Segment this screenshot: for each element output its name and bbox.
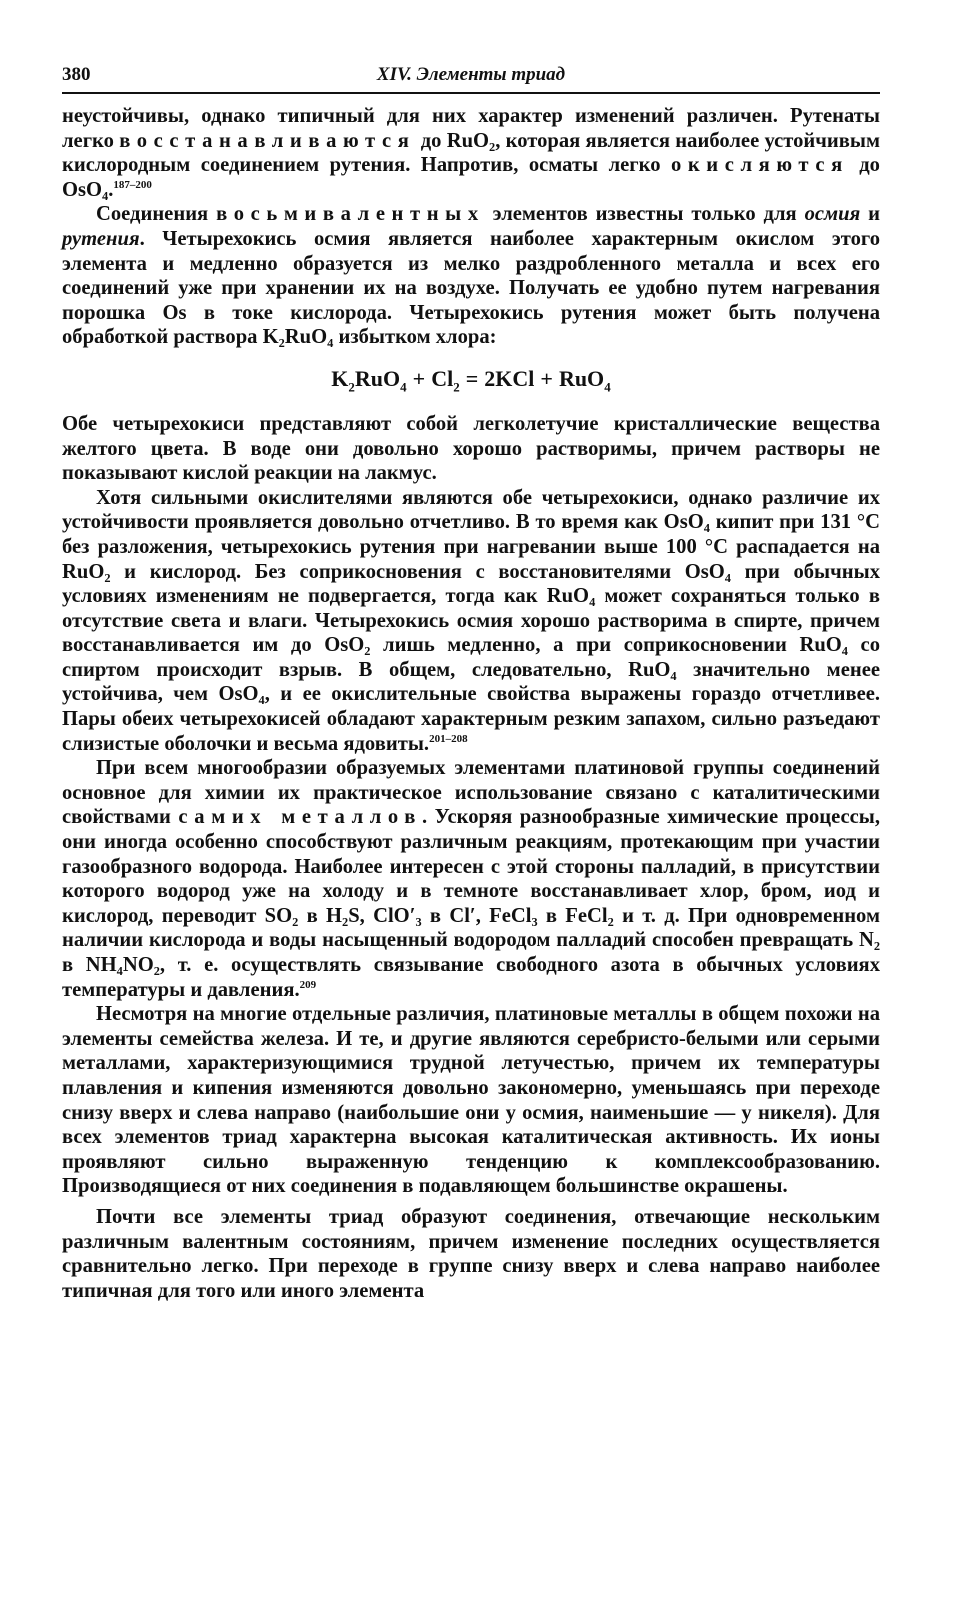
reference-209: 209 <box>299 978 317 991</box>
paragraph-3: Обе четырехокиси представляют собой легколетучие кристаллические вещества желтого цвета. В воде они довольно хорошо растворимы, причем растворы не показывают кислой реакции на лакмус. <box>62 412 880 485</box>
paragraph-1-spaced-reduce: восстанавливаются <box>119 129 416 152</box>
paragraph-2-text-a: Соединения <box>96 203 217 226</box>
eq-k: K <box>331 365 349 391</box>
paragraph-1-text-e: до OsO₄. <box>62 154 880 201</box>
paragraph-4-text: Хотя сильными окислителями являются обе четырехокиси, однако различие их устойчивости проявляется довольно отчетливо. В то время как OsO₄ кипит при 131 °C без разложения, четырехокись рутения при нагревании выше 100 °C распадается на RuO₂ и кислород. Без соприкосновения с восстановителями OsO₄ при обычных условиях изменениям не подвергается, тогда как RuO₄ может сохраняться только в отсутствие света и влаги. Четырехокись осмия хорошо растворима в спирте, причем восстанавливается им до OsO₂ лишь медленно, а при соприкосновении RuO₄ со спиртом происходит взрыв. В общем, следовательно, RuO₄ значительно менее устойчива, чем OsO₄, и ее окислительные свойства выражены гораздо отчетливее. Пары обеих четырехокисей обладают характерным резким запахом, сильно разъедают слизистые оболочки и весьма ядовиты. <box>62 486 880 755</box>
paragraph-2 <box>62 202 880 350</box>
eq-ruo: RuO <box>354 365 401 391</box>
paragraph-5 <box>62 756 880 1002</box>
eq-kcl: 2KCl <box>484 365 535 391</box>
body-text <box>62 104 880 1303</box>
paragraph-5-text-c: . Ускоряя разнообразные химические процессы, они иногда особенно способствуют различным реакциям, протекающим при участии газообразного водорода. Наиболее интересен с этой стороны палладий, в присутствии которого водород уже на холоду и в темноте восстанавливает хлор, бром, иод и кислород, переводит SO₂ в H₂S, ClO′₃ в Cl′, FeCl₃ в FeCl₂ и т. д. При одновременном наличии кислорода и воды насыщенный водородом палладий способен превращать N₂ в NH₄NO₂, т. е. осуществлять связывание свободного азота в обычных условиях температуры и давления. <box>62 806 881 1001</box>
chemical-equation <box>62 365 880 395</box>
paragraph-2-text-e: и <box>860 203 881 226</box>
paragraph-2-text-g: . Четырехокись осмия является наиболее характерным окислом этого элемента и медленно образуется из мелко раздробленного металла и всех его соединений уже при хранении их на воздухе. Получать ее удобно путем нагревания порошка Os в токе кислорода. Четырехокись рутения может быть получена обработкой раствора K₂RuO₄ избытком хлора: <box>62 227 880 349</box>
eq-ruo-sub: 4 <box>400 379 407 395</box>
running-head <box>62 58 880 94</box>
paragraph-2-spaced-octavalent: восьмивалентных <box>216 203 485 226</box>
eq-cl-sub: 2 <box>453 379 460 395</box>
paragraph-1-text-c: до RuO₂, которая является наиболее устойчивым кислородным соединением рутения. Напротив, осматы легко <box>62 129 880 177</box>
eq-k-sub: 2 <box>348 379 355 395</box>
eq-plus-1: + <box>412 365 426 391</box>
paragraph-4 <box>62 486 880 757</box>
eq-plus-2: + <box>540 365 553 391</box>
eq-ruo4-sub: 4 <box>604 379 611 395</box>
paragraph-1-text-a: неустойчивы, однако типичный для них характер изменений различен. Рутенаты легко <box>62 105 880 152</box>
paragraph-1 <box>62 104 880 202</box>
paragraph-7: Почти все элементы триад образуют соединения, отвечающие нескольким различным валентным состояниям, причем изменение последних осуществляется сравнительно легко. При переходе в группе снизу вверх и слева направо наиболее типичная для того или иного элемента <box>62 1205 880 1302</box>
paragraph-2-italic-ruthenium: рутения <box>62 227 140 250</box>
paragraph-5-spaced-metals: самих металлов <box>178 806 422 829</box>
paragraph-2-text-c: элементов известны только для <box>484 203 805 226</box>
paragraph-6: Несмотря на многие отдельные различия, платиновые металлы в общем похожи на элементы семейства железа. И те, и другие являются серебристо-белыми или серыми металлами, характеризующимися трудной летучестью, причем их температуры плавления и кипения изменяются довольно закономерно, уменьшаясь при переходе снизу вверх и слева направо (наибольшие они у осмия, наименьшие — у никеля). Для всех элементов триад характерна высокая каталитическая активность. Их ионы проявляют сильно выраженную тенденцию к комплексообразованию. Производящиеся от них соединения в подавляющем большинстве окрашены. <box>62 1003 880 1198</box>
reference-201-208: 201–208 <box>429 732 468 745</box>
eq-cl: Cl <box>431 365 454 391</box>
paragraph-1-spaced-oxidize: окисляются <box>670 154 849 177</box>
paragraph-2-italic-osmium: осмия <box>804 203 861 226</box>
chapter-title: XIV. Элементы триад <box>376 64 566 85</box>
page-number: 380 <box>62 64 91 85</box>
eq-ruo4: RuO <box>558 365 605 391</box>
book-page <box>62 58 880 1303</box>
reference-187-200: 187–200 <box>113 178 152 191</box>
paragraph-5-text-a: При всем многообразии образуемых элементами платиновой группы соединений основное для химии их практическое использование связано с каталитическими свойствами <box>62 757 880 829</box>
eq-equals: = <box>465 365 479 391</box>
